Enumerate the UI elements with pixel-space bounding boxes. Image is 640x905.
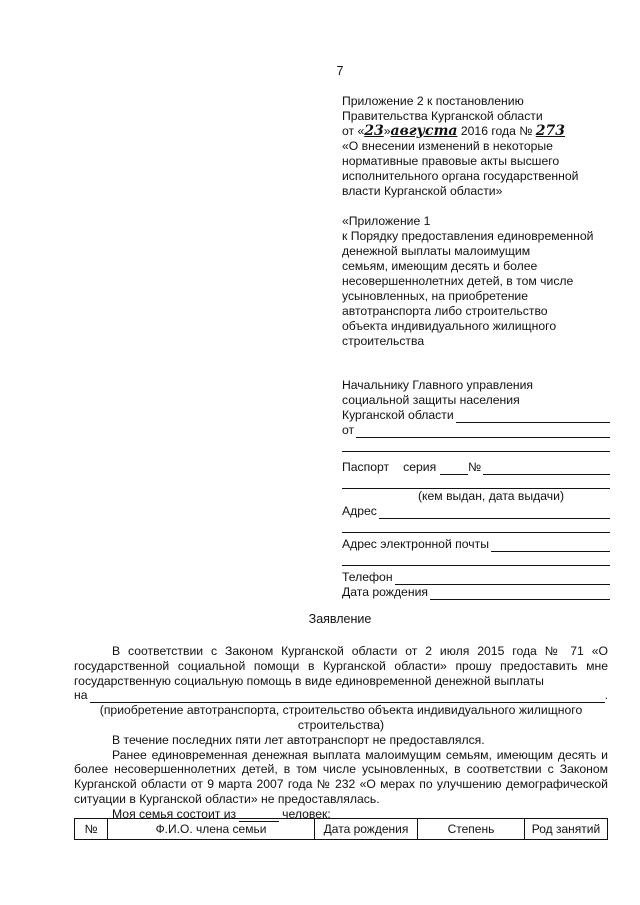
page-number: 7 (336, 64, 344, 78)
applicant-name-field-2[interactable] (342, 438, 610, 452)
application-body: В соответствии с Законом Курганской области от 2 июля 2015 года № 71 «О государственной социальной помощи в Курганской области» прошу предоставить мне государственную социальную помощь в виде единовременной денежной выплаты на . (приобретение автотранспорта, строительство объекта индивидуального жилищного строительства) В течение последних пяти лет автотранспорт не предоставлялся. Ранее единовременная денежная выплата малоимущим семьям, имеющим десять и более несовершеннолетних детей, в том числе усыновленных, в соответствии с Законом Курганской области от 9 марта 2007 года № 232 «О мерах по улучшению демографической ситуации в Курганской области» не предоставлялась. Моя семья состоит из человек: (74, 644, 608, 821)
appendix-line: Правительства Курганской области (342, 109, 543, 123)
family-members-table (74, 818, 608, 840)
recipient-block: Начальнику Главного управления социальной защиты населения Курганской области от Паспорт серия № (кем выдан, дата выдачи) Адрес Адрес электронной почты Телефон Дата рождения (342, 378, 610, 600)
appendix-date-line: от «23»августа 2016 года № 273 (342, 123, 566, 139)
paragraph-no-transport: В течение последних пяти лет автотранспорт не предоставлялся. (112, 732, 485, 747)
handwritten-month: августа (390, 123, 458, 139)
appendix-line: «О внесении изменений в некоторые (342, 139, 553, 153)
document-title: Заявление (308, 612, 372, 626)
paragraph-law-reference: В соответствии с Законом Курганской области от 2 июля 2015 года № 71 «О государственной социальной помощи в Курганской области» прошу предоставить мне государственную социальную помощь в виде единовременной денежной выплаты (74, 644, 608, 688)
recipient-name-field[interactable] (456, 411, 610, 423)
email-field-2[interactable] (342, 552, 610, 566)
table-header-cell: Дата рождения (315, 819, 418, 840)
handwritten-number: 273 (535, 123, 566, 139)
table-header-cell: Ф.И.О. члена семьи (108, 819, 315, 840)
appendix-1-header: «Приложение 1 к Порядку предоставления единовременной денежной выплаты малоимущим семьям, имеющим десять и более несовершеннолетних детей, в том числе усыновленных, на приобретение автотранспорта либо строительство объекта индивидуального жилищного строительства (342, 214, 594, 348)
email-field[interactable] (491, 540, 610, 552)
appendix-line: нормативные правовые акты высшего (342, 154, 560, 168)
passport-number-field[interactable] (483, 463, 610, 475)
appendix-line: власти Курганской области» (342, 184, 503, 198)
passport-issued-field[interactable] (342, 475, 610, 489)
appendix-line: Приложение 2 к постановлению (342, 94, 524, 108)
paragraph-no-payment: Ранее единовременная денежная выплата малоимущим семьям, имеющим десять и более несовершеннолетних детей, в том числе усыновленных, в соответствии с Законом Курганской области от 9 марта 2007 года № 232 «О мерах по улучшению демографической ситуации в Курганской области» не предоставлялась. (74, 747, 608, 806)
phone-field[interactable] (395, 573, 610, 585)
passport-series-field[interactable] (440, 463, 468, 475)
appendix-line: исполнительного органа государственной (342, 169, 579, 183)
address-field[interactable] (379, 507, 610, 519)
payment-purpose-field[interactable] (90, 691, 605, 703)
handwritten-day: 23 (364, 123, 384, 139)
address-field-2[interactable] (342, 519, 610, 533)
table-header-cell: Род занятий (525, 819, 608, 840)
table-header-row (75, 819, 608, 840)
appendix-2-header (342, 94, 610, 199)
applicant-name-field[interactable] (356, 426, 610, 438)
table-header-cell: Степень (418, 819, 525, 840)
table-header-cell: № (75, 819, 108, 840)
birth-date-field[interactable] (430, 588, 610, 600)
purpose-caption: (приобретение автотранспорта, строительство объекта индивидуального жилищного строительства) (99, 703, 583, 732)
issued-caption: (кем выдан, дата выдачи) (418, 489, 564, 503)
